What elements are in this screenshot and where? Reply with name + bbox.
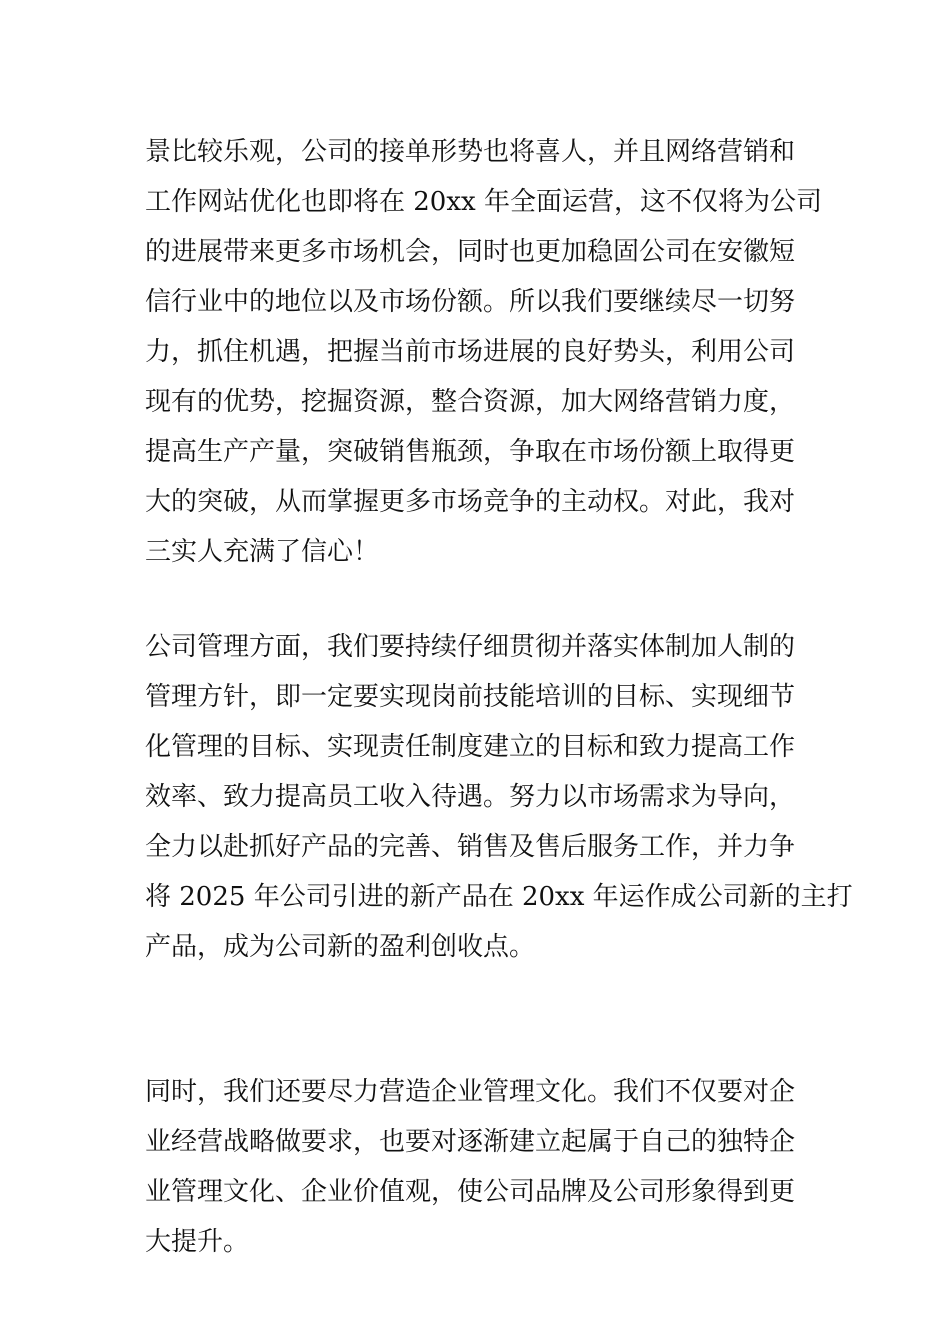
text-line: 信行业中的地位以及市场份额。所以我们要继续尽一切努 — [145, 287, 796, 317]
text-line: 业管理文化、企业价值观，使公司品牌及公司形象得到更 — [145, 1177, 796, 1207]
paragraph-company-management — [145, 622, 853, 972]
paragraph-market-outlook — [145, 127, 822, 577]
text-line: 提高生产产量，突破销售瓶颈，争取在市场份额上取得更 — [145, 437, 796, 467]
text-line: 力，抓住机遇，把握当前市场进展的良好势头，利用公司 — [145, 337, 796, 367]
text-line: 管理方针，即一定要实现岗前技能培训的目标、实现细节 — [145, 682, 796, 712]
text-line: 同时，我们还要尽力营造企业管理文化。我们不仅要对企 — [145, 1077, 796, 1107]
text-line: 效率、致力提高员工收入待遇。努力以市场需求为导向， — [145, 782, 796, 812]
text-line: 化管理的目标、实现责任制度建立的目标和致力提高工作 — [145, 732, 796, 762]
text-line: 全力以赴抓好产品的完善、销售及售后服务工作，并力争 — [145, 832, 796, 862]
text-line: 产品，成为公司新的盈利创收点。 — [145, 932, 536, 962]
text-line: 大提升。 — [145, 1227, 250, 1257]
text-line: 将 2025 年公司引进的新产品在 20xx 年运作成公司新的主打 — [145, 882, 853, 912]
text-line: 的进展带来更多市场机会，同时也更加稳固公司在安徽短 — [145, 237, 796, 267]
text-line: 公司管理方面，我们要持续仔细贯彻并落实体制加人制的 — [145, 632, 796, 662]
paragraph-corporate-culture — [145, 1067, 810, 1267]
text-line: 大的突破，从而掌握更多市场竞争的主动权。对此，我对 — [145, 487, 796, 517]
text-line: 三实人充满了信心！ — [145, 537, 380, 567]
text-line: 工作网站优化也即将在 20xx 年全面运营，这不仅将为公司 — [145, 187, 822, 217]
text-line: 景比较乐观，公司的接单形势也将喜人，并且网络营销和 — [145, 137, 796, 167]
text-line: 现有的优势，挖掘资源，整合资源，加大网络营销力度， — [145, 387, 796, 417]
text-line: 业经营战略做要求，也要对逐渐建立起属于自己的独特企 — [145, 1127, 796, 1157]
